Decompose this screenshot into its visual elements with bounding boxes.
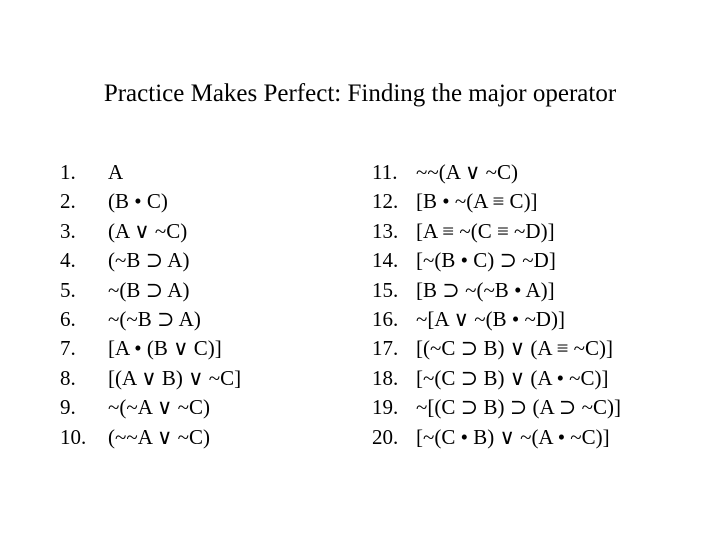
exercise-expression: ~(~B ⊃ A) <box>108 306 201 331</box>
exercise-number: 7. <box>60 336 76 361</box>
exercise-expression: (A ∨ ~C) <box>108 218 188 243</box>
exercise-expression: [A • (B ∨ C)] <box>108 336 222 361</box>
exercise-list-left <box>60 158 320 452</box>
exercise-item <box>372 334 672 363</box>
exercise-item <box>60 187 320 216</box>
exercise-expression: ~[A ∨ ~(B • ~D)] <box>416 306 565 331</box>
exercise-item <box>60 364 320 393</box>
exercise-expression: (~B ⊃ A) <box>108 248 190 273</box>
exercise-item <box>60 246 320 275</box>
exercise-expression: ~[(C ⊃ B) ⊃ (A ⊃ ~C)] <box>416 395 621 420</box>
exercise-number: 5. <box>60 277 76 302</box>
exercise-number: 16. <box>372 306 399 331</box>
exercise-number: 2. <box>60 189 76 214</box>
exercise-number: 3. <box>60 218 76 243</box>
exercise-expression: [(~C ⊃ B) ∨ (A ≡ ~C)] <box>416 336 614 361</box>
exercise-list-right <box>372 158 672 452</box>
exercise-item <box>372 393 672 422</box>
exercise-expression: [~(B • C) ⊃ ~D] <box>416 248 556 273</box>
exercise-expression: [~(C • B) ∨ ~(A • ~C)] <box>416 424 610 449</box>
exercise-item <box>60 158 320 187</box>
exercise-number: 18. <box>372 365 399 390</box>
exercise-number: 8. <box>60 365 76 390</box>
exercise-item <box>60 276 320 305</box>
exercise-item <box>60 217 320 246</box>
exercise-expression: ~(~A ∨ ~C) <box>108 395 210 420</box>
exercise-item <box>372 364 672 393</box>
exercise-item <box>372 158 672 187</box>
exercise-item <box>372 187 672 216</box>
exercise-number: 17. <box>372 336 399 361</box>
exercise-expression: [A ≡ ~(C ≡ ~D)] <box>416 218 555 243</box>
exercise-item <box>60 393 320 422</box>
exercise-expression: ~~(A ∨ ~C) <box>416 160 518 184</box>
exercise-number: 9. <box>60 395 76 420</box>
exercise-item <box>372 423 672 452</box>
exercise-number: 20. <box>372 424 399 449</box>
exercise-item <box>60 334 320 363</box>
exercise-number: 4. <box>60 248 76 273</box>
exercise-item <box>372 305 672 334</box>
exercise-item <box>372 217 672 246</box>
exercise-expression: [~(C ⊃ B) ∨ (A • ~C)] <box>416 365 609 390</box>
exercise-expression: (~~A ∨ ~C) <box>108 424 210 449</box>
exercise-number: 1. <box>60 160 76 184</box>
exercise-expression: (B • C) <box>108 189 168 214</box>
exercise-number: 14. <box>372 248 399 273</box>
exercise-item <box>372 246 672 275</box>
exercise-number: 12. <box>372 189 399 214</box>
exercise-number: 10. <box>60 424 87 449</box>
exercise-number: 11. <box>372 160 398 184</box>
exercise-item <box>60 305 320 334</box>
exercise-item <box>60 423 320 452</box>
exercise-number: 13. <box>372 218 399 243</box>
exercise-expression: A <box>108 160 124 184</box>
exercise-number: 19. <box>372 395 399 420</box>
slide-title: Practice Makes Perfect: Finding the major operator <box>103 80 617 107</box>
exercise-number: 15. <box>372 277 399 302</box>
exercise-expression: [B • ~(A ≡ C)] <box>416 189 538 214</box>
exercise-expression: [(A ∨ B) ∨ ~C] <box>108 365 242 390</box>
exercise-number: 6. <box>60 306 76 331</box>
exercise-item <box>372 276 672 305</box>
exercise-expression: [B ⊃ ~(~B • A)] <box>416 277 555 302</box>
exercise-expression: ~(B ⊃ A) <box>108 277 190 302</box>
